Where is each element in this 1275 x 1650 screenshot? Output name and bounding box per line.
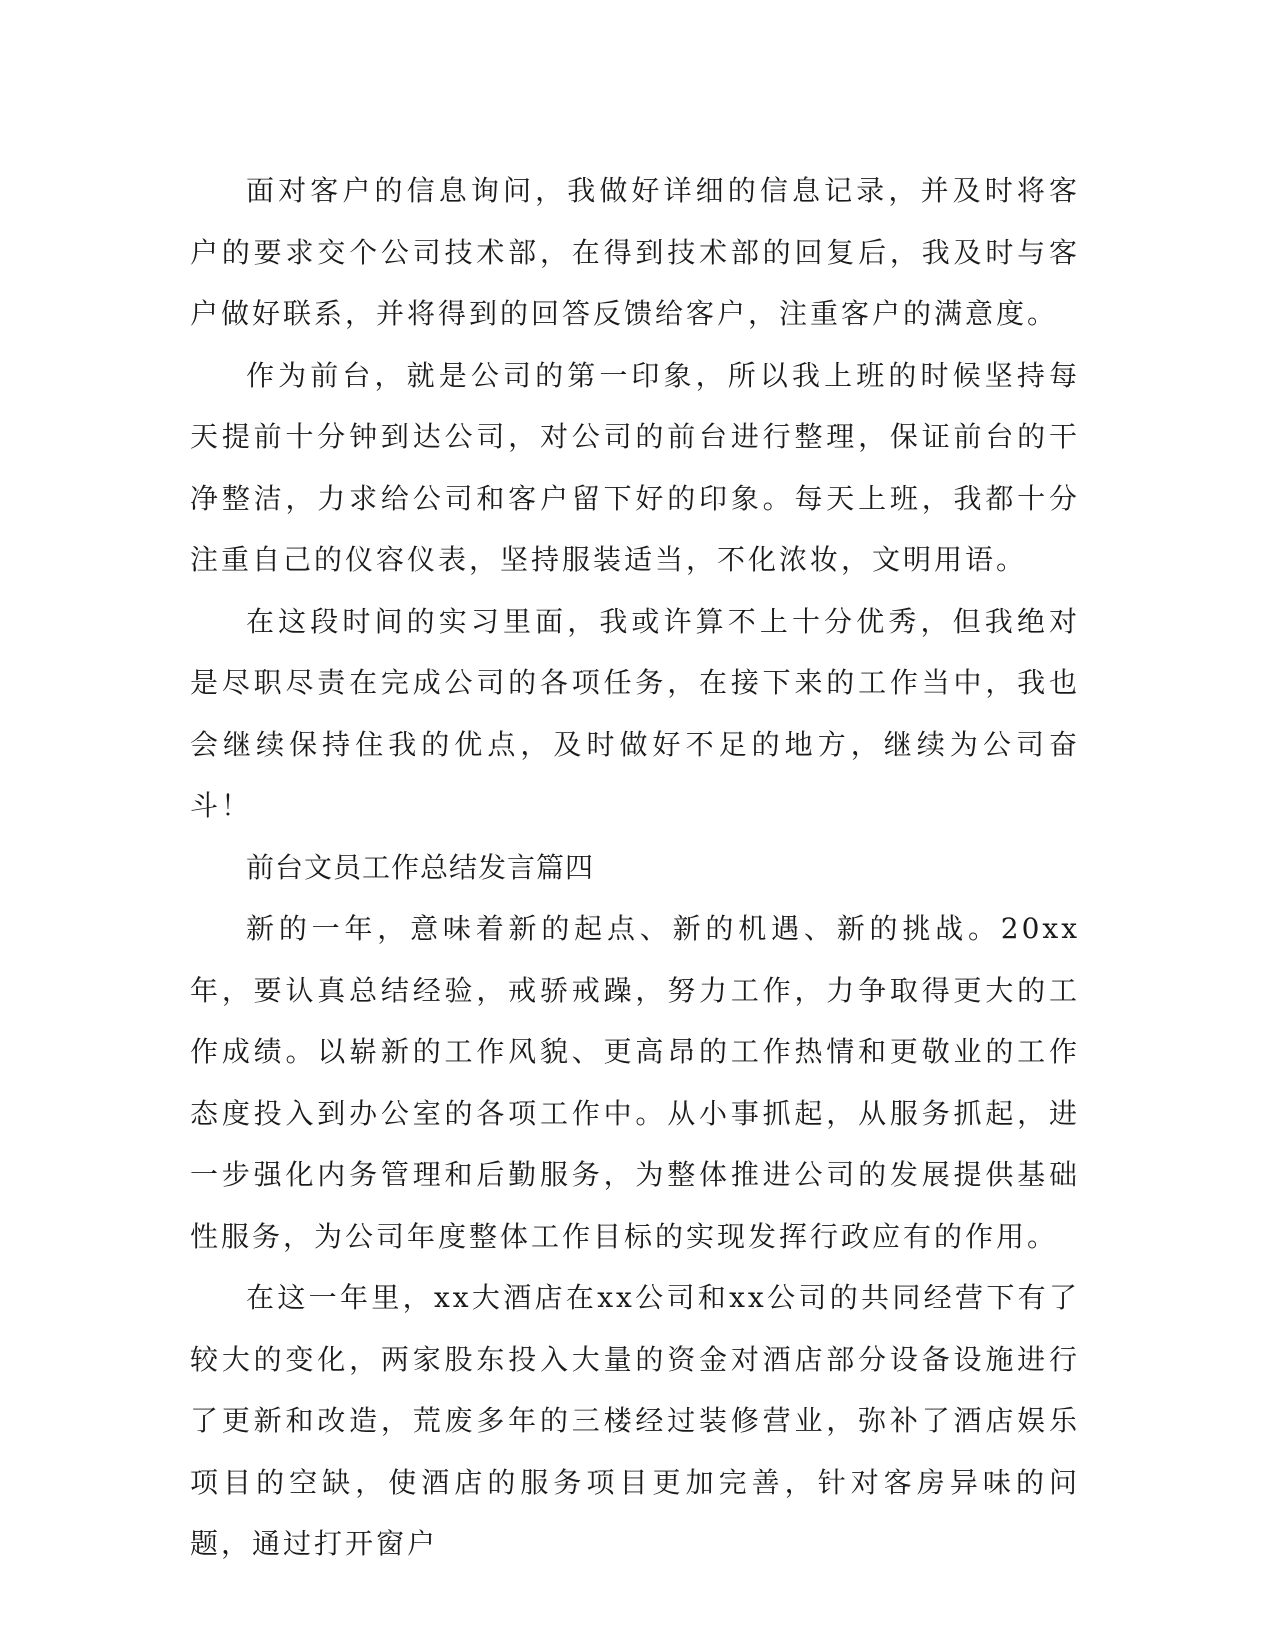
paragraph-hotel-changes: 在这一年里，xx大酒店在xx公司和xx公司的共同经营下有了较大的变化，两家股东投入大量的资金对酒店部分设备设施进行了更新和改造，荒废多年的三楼经过装修营业，弥补了酒店娱乐项目的空缺，使酒店的服务项目更加完善，针对客房异味的问题，通过打开窗户 — [190, 1281, 1080, 1560]
paragraph-front-desk-image: 作为前台，就是公司的第一印象，所以我上班的时候坚持每天提前十分钟到达公司，对公司的前台进行整理，保证前台的干净整洁，力求给公司和客户留下好的印象。每天上班，我都十分注重自己的仪容仪表，坚持服装适当，不化浓妆，文明用语。 — [190, 358, 1080, 576]
paragraph-new-year: 新的一年，意味着新的起点、新的机遇、新的挑战。20xx年，要认真总结经验，戒骄戒躁，努力工作，力争取得更大的工作成绩。以崭新的工作风貌、更高昂的工作热情和更敬业的工作态度投入到办公室的各项工作中。从小事抓起，从服务抓起，进一步强化内务管理和后勤服务，为整体推进公司的发展提供基础性服务，为公司年度整体工作目标的实现发挥行政应有的作用。 — [190, 912, 1080, 1253]
document-body — [190, 160, 1080, 1575]
section-heading: 前台文员工作总结发言篇四 — [246, 850, 595, 884]
paragraph-internship-summary: 在这段时间的实习里面，我或许算不上十分优秀，但我绝对是尽职尽责在完成公司的各项任务，在接下来的工作当中，我也会继续保持住我的优点，及时做好不足的地方，继续为公司奋斗！ — [190, 604, 1080, 822]
paragraph-customer-inquiry: 面对客户的信息询问，我做好详细的信息记录，并及时将客户的要求交个公司技术部，在得到技术部的回复后，我及时与客户做好联系，并将得到的回答反馈给客户，注重客户的满意度。 — [190, 174, 1080, 330]
